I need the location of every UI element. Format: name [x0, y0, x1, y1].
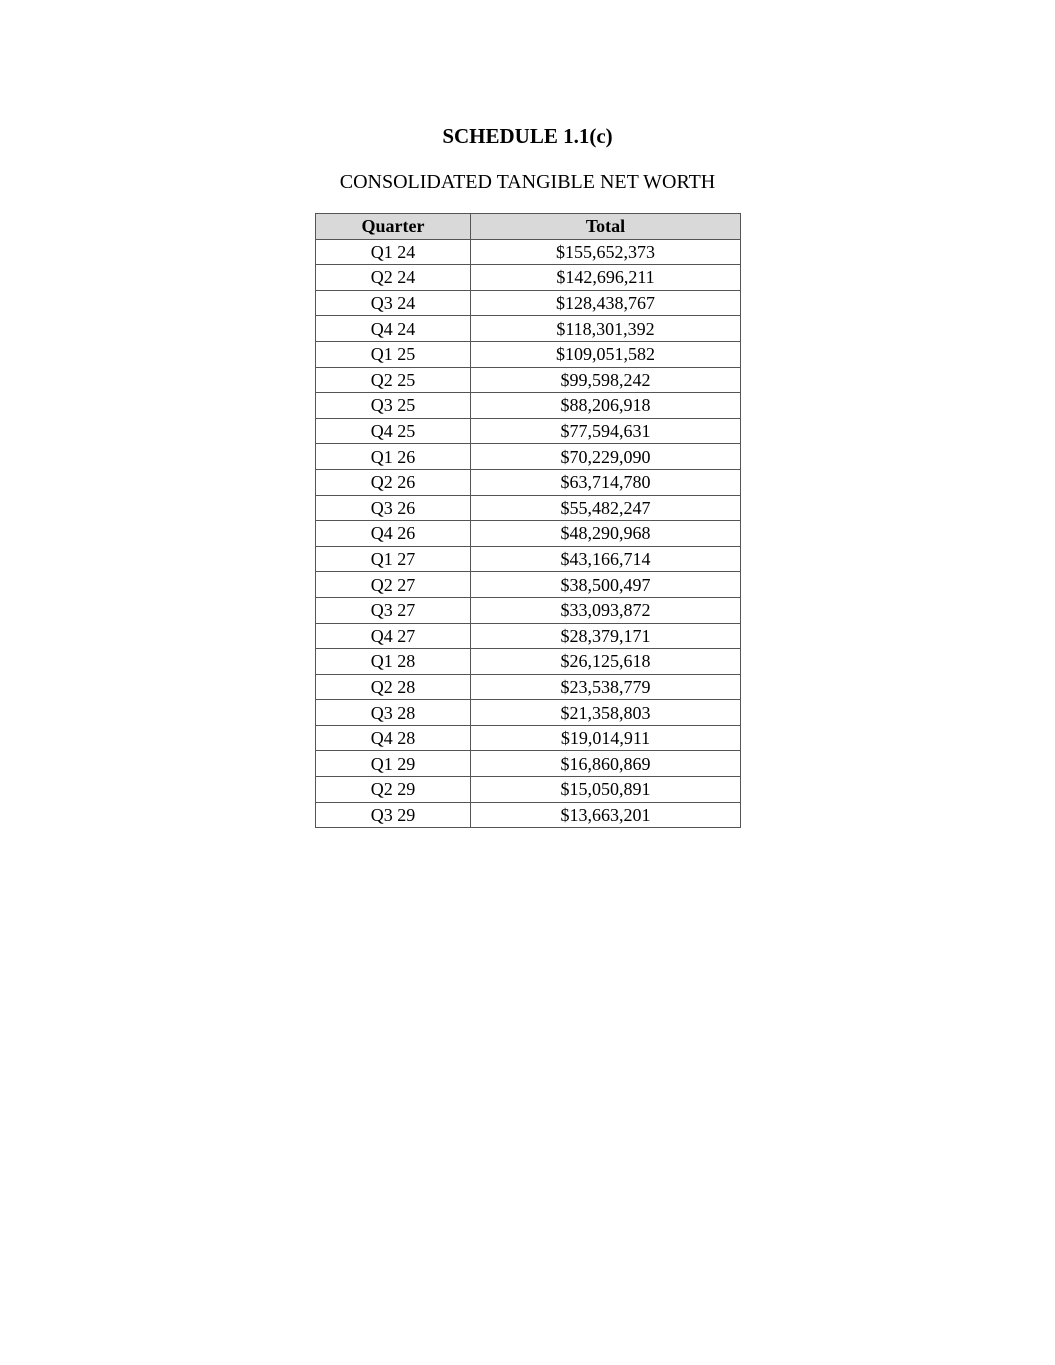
cell-quarter: Q2 29: [316, 777, 471, 803]
cell-total: $99,598,242: [471, 367, 741, 393]
cell-total: $21,358,803: [471, 700, 741, 726]
cell-quarter: Q2 26: [316, 469, 471, 495]
cell-total: $16,860,869: [471, 751, 741, 777]
table-row: [316, 597, 741, 623]
cell-quarter: Q2 24: [316, 265, 471, 291]
net-worth-table: [315, 213, 741, 828]
cell-quarter: Q3 26: [316, 495, 471, 521]
table-row: [316, 367, 741, 393]
table-row: [316, 572, 741, 598]
table-row: [316, 290, 741, 316]
table-row: [316, 623, 741, 649]
table-row: [316, 777, 741, 803]
schedule-title: SCHEDULE 1.1(c): [442, 124, 613, 148]
table-row: [316, 674, 741, 700]
cell-quarter: Q1 29: [316, 751, 471, 777]
cell-total: $33,093,872: [471, 597, 741, 623]
cell-quarter: Q3 28: [316, 700, 471, 726]
cell-total: $15,050,891: [471, 777, 741, 803]
cell-total: $109,051,582: [471, 341, 741, 367]
table-header-row: [316, 214, 741, 240]
cell-quarter: Q3 29: [316, 802, 471, 828]
cell-quarter: Q1 26: [316, 444, 471, 470]
table-row: [316, 521, 741, 547]
table-row: [316, 546, 741, 572]
cell-total: $48,290,968: [471, 521, 741, 547]
cell-quarter: Q4 28: [316, 725, 471, 751]
cell-total: $70,229,090: [471, 444, 741, 470]
table-row: [316, 469, 741, 495]
cell-total: $55,482,247: [471, 495, 741, 521]
cell-total: $28,379,171: [471, 623, 741, 649]
cell-quarter: Q1 25: [316, 341, 471, 367]
cell-quarter: Q2 25: [316, 367, 471, 393]
cell-quarter: Q4 27: [316, 623, 471, 649]
table-row: [316, 316, 741, 342]
cell-quarter: Q1 28: [316, 649, 471, 675]
table-row: [316, 239, 741, 265]
cell-quarter: Q4 26: [316, 521, 471, 547]
table-row: [316, 802, 741, 828]
cell-quarter: Q4 24: [316, 316, 471, 342]
cell-quarter: Q3 27: [316, 597, 471, 623]
cell-total: $77,594,631: [471, 418, 741, 444]
cell-total: $13,663,201: [471, 802, 741, 828]
table-row: [316, 700, 741, 726]
cell-quarter: Q2 28: [316, 674, 471, 700]
cell-quarter: Q1 24: [316, 239, 471, 265]
cell-total: $128,438,767: [471, 290, 741, 316]
cell-quarter: Q3 24: [316, 290, 471, 316]
cell-quarter: Q2 27: [316, 572, 471, 598]
table-row: [316, 725, 741, 751]
cell-total: $155,652,373: [471, 239, 741, 265]
cell-total: $38,500,497: [471, 572, 741, 598]
cell-quarter: Q4 25: [316, 418, 471, 444]
table-row: [316, 751, 741, 777]
cell-total: $26,125,618: [471, 649, 741, 675]
schedule-subtitle: CONSOLIDATED TANGIBLE NET WORTH: [339, 171, 716, 193]
cell-total: $88,206,918: [471, 393, 741, 419]
table-row: [316, 495, 741, 521]
table-row: [316, 265, 741, 291]
table-row: [316, 444, 741, 470]
cell-total: $43,166,714: [471, 546, 741, 572]
cell-total: $142,696,211: [471, 265, 741, 291]
table-row: [316, 418, 741, 444]
column-header-quarter: Quarter: [316, 214, 471, 240]
column-header-total: Total: [471, 214, 741, 240]
table-body: [316, 239, 741, 828]
cell-quarter: Q3 25: [316, 393, 471, 419]
cell-total: $118,301,392: [471, 316, 741, 342]
cell-total: $19,014,911: [471, 725, 741, 751]
cell-total: $63,714,780: [471, 469, 741, 495]
table-row: [316, 393, 741, 419]
table-row: [316, 341, 741, 367]
cell-quarter: Q1 27: [316, 546, 471, 572]
table-row: [316, 649, 741, 675]
cell-total: $23,538,779: [471, 674, 741, 700]
